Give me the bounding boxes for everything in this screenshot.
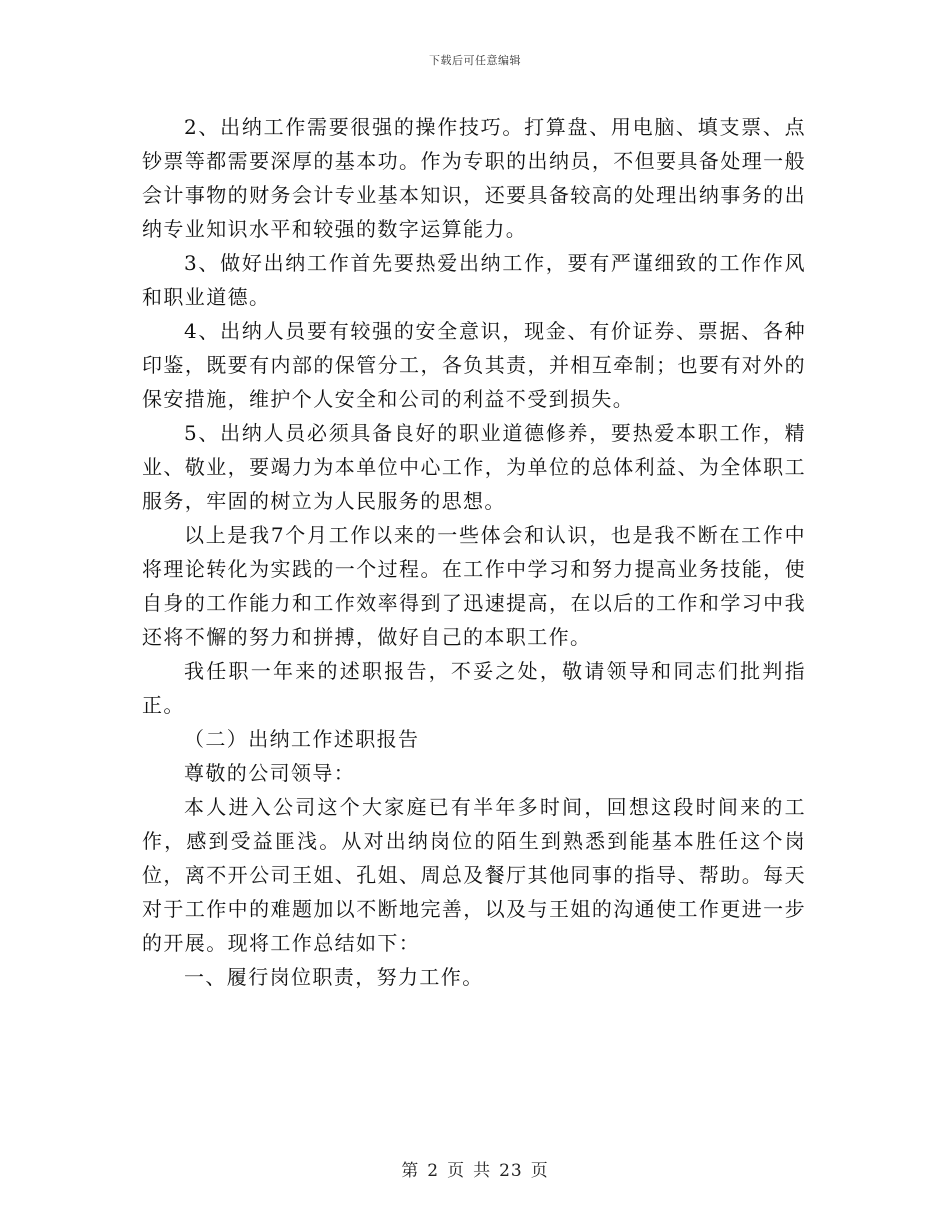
paragraph-item-3: 3、做好出纳工作首先要热爱出纳工作，要有严谨细致的工作作风和职业道德。 <box>142 251 806 309</box>
footer-di: 第 <box>401 1161 420 1181</box>
paragraph-item-5: 5、出纳人员必须具备良好的职业道德修养，要热爱本职工作，精业、敬业，要竭力为本单位中心工作，为单位的总体利益、为全体职工服务，牢固的树立为人民服务的思想。 <box>142 421 806 513</box>
paragraph-intro: 本人进入公司这个大家庭已有半年多时间，回想这段时间来的工作，感到受益匪浅。从对出纳岗位的陌生到熟悉到能基本胜任这个岗位，离不开公司王姐、孔姐、周总及餐厅其他同事的指导、帮助。每天对于工作中的难题加以不断地完善，以及与王姐的沟通使工作更进一步的开展。现将工作总结如下： <box>142 795 806 955</box>
document-body <box>142 110 806 994</box>
footer-gong: 共 <box>473 1161 492 1181</box>
paragraph-summary: 以上是我7个月工作以来的一些体会和认识，也是我不断在工作中将理论转化为实践的一个过程。在工作中学习和努力提高业务技能，使自身的工作能力和工作效率得到了迅速提高，在以后的工作和学习中我还将不懈的努力和拼搏，做好自己的本职工作。 <box>142 523 806 649</box>
subheading-duties: 一、履行岗位职责，努力工作。 <box>184 965 484 989</box>
paragraph-item-2: 2、出纳工作需要很强的操作技巧。打算盘、用电脑、填支票、点钞票等都需要深厚的基本功。作为专职的出纳员，不但要具备处理一般会计事物的财务会计专业基本知识，还要具备较高的处理出纳事务的出纳专业知识水平和较强的数字运算能力。 <box>142 115 806 241</box>
salutation: 尊敬的公司领导： <box>184 761 356 785</box>
page-header: 下载后可任意编辑 <box>429 54 521 67</box>
paragraph-closing: 我任职一年来的述职报告，不妥之处，敬请领导和同志们批判指正。 <box>142 659 806 717</box>
footer-ye: 页 <box>447 1161 466 1181</box>
total-page-count: 23 <box>499 1161 523 1181</box>
paragraph-item-4: 4、出纳人员要有较强的安全意识，现金、有价证券、票据、各种印鉴，既要有内部的保管分工，各负其责，并相互牵制；也要有对外的保安措施，维护个人安全和公司的利益不受到损失。 <box>142 319 806 411</box>
current-page-number: 2 <box>427 1161 440 1181</box>
section-heading: （二）出纳工作述职报告 <box>184 727 420 751</box>
footer-ye2: 页 <box>530 1161 549 1181</box>
page-footer <box>0 1156 950 1181</box>
